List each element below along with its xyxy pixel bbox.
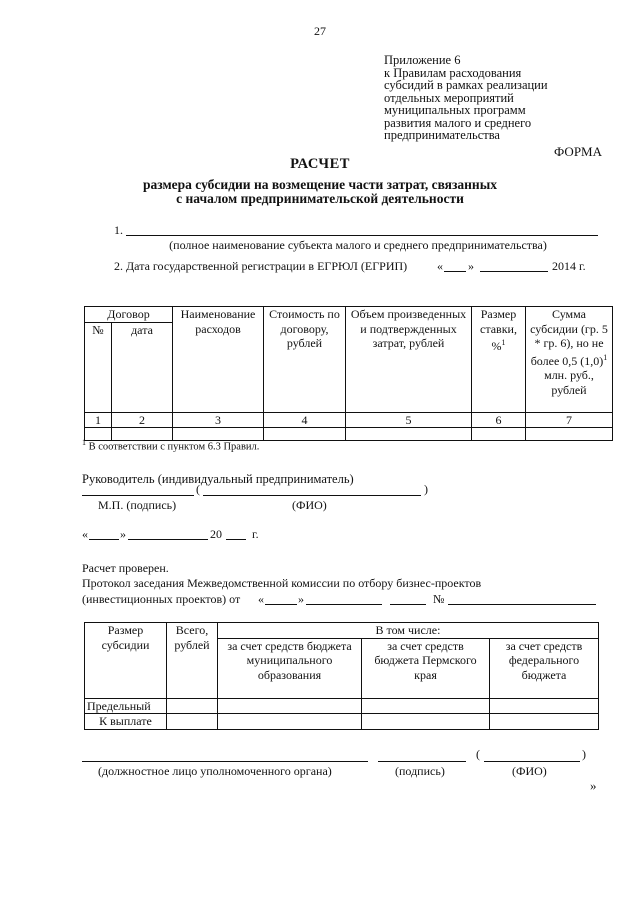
col-total: Всего, рублей xyxy=(167,623,218,699)
appendix-line: к Правилам расходования xyxy=(384,65,522,80)
col-num-7: 7 xyxy=(526,412,613,428)
table-cell[interactable] xyxy=(526,428,613,441)
official-fio-line[interactable] xyxy=(484,761,580,762)
registration-year: 2014 г. xyxy=(552,259,586,273)
protocol-line1: Протокол заседания Межведомственной комиссии по отбору бизнес-проектов xyxy=(82,576,482,590)
appendix-line: субсидий в рамках реализации xyxy=(384,78,548,92)
col-number: № xyxy=(85,322,112,412)
footnote xyxy=(82,438,259,453)
mp-signature-label: М.П. (подпись) xyxy=(98,498,177,512)
footnote-text: В соответствии с пунктом 6.3 Правил. xyxy=(88,441,260,453)
protocol-number-field[interactable] xyxy=(448,604,596,605)
footnote-mark: 1 xyxy=(82,438,86,447)
date-quote-open: « xyxy=(437,259,443,273)
item1-caption: (полное наименование субъекта малого и среднего предпринимательства) xyxy=(169,238,547,252)
subsidy-table xyxy=(84,622,599,730)
col-subsidy-sum xyxy=(526,307,613,413)
form-label: ФОРМА xyxy=(554,144,602,159)
col-municipal-budget: за счет средств бюджета муниципального образования xyxy=(218,638,362,698)
col-date: дата xyxy=(112,322,173,412)
head-label: Руководитель (индивидуальный предприниматель) xyxy=(82,472,354,486)
page-number: 27 xyxy=(314,24,326,38)
col-rate-text: Размер ставки, % xyxy=(480,307,517,353)
table-cell[interactable] xyxy=(346,428,472,441)
date-quote-open: « xyxy=(82,527,88,541)
col-perm-budget: за счет средств бюджета Пермского края xyxy=(362,638,490,698)
signature-caption: (подпись) xyxy=(395,764,445,778)
date-g: г. xyxy=(252,527,259,541)
date-month-field[interactable] xyxy=(128,539,208,540)
table-cell[interactable] xyxy=(490,714,599,730)
row-payout: К выплате xyxy=(85,714,167,730)
item1-number: 1. xyxy=(114,223,123,237)
col-sum-text: Сумма субсидии (гр. 5 * гр. 6), но не более 0,5 (1,0) xyxy=(530,307,608,368)
registration-day-field[interactable] xyxy=(444,271,466,272)
col-num-2: 2 xyxy=(112,412,173,428)
appendix-line: муниципальных программ xyxy=(384,103,526,117)
table-cell[interactable] xyxy=(264,428,346,441)
official-signature-line[interactable] xyxy=(378,761,466,762)
appendix-line: предпринимательства xyxy=(384,128,500,142)
expenses-table xyxy=(84,306,613,441)
col-num-5: 5 xyxy=(346,412,472,428)
paren-open: ( xyxy=(196,482,200,496)
official-caption: (должностное лицо уполномоченного органа) xyxy=(98,764,332,778)
col-including: В том числе: xyxy=(218,623,599,639)
protocol-line2: (инвестиционных проектов) от xyxy=(82,592,241,606)
col-expense-name: Наименование расходов xyxy=(173,307,264,413)
fio-caption: (ФИО) xyxy=(512,764,547,778)
table-cell[interactable] xyxy=(472,428,526,441)
closing-quote: » xyxy=(590,778,597,793)
fio-label: (ФИО) xyxy=(292,498,327,512)
head-fio-line[interactable] xyxy=(203,495,421,496)
date-quote-close: » xyxy=(468,259,474,273)
registration-month-field[interactable] xyxy=(480,271,548,272)
protocol-year-field[interactable] xyxy=(390,604,426,605)
registration-date-label: 2. Дата государственной регистрации в ЕГРЮЛ (ЕГРИП) xyxy=(114,259,408,273)
protocol-quote-open: « xyxy=(258,592,264,606)
checked-label: Расчет проверен. xyxy=(82,561,169,575)
date-quote-close: » xyxy=(120,527,126,541)
col-num-4: 4 xyxy=(264,412,346,428)
appendix-line: Приложение 6 xyxy=(384,53,461,67)
paren-close: ) xyxy=(582,747,586,761)
paren-close: ) xyxy=(424,482,428,496)
subtitle-line: с началом предпринимательской деятельности xyxy=(176,191,464,206)
protocol-day-field[interactable] xyxy=(265,604,297,605)
contract-header: Договор xyxy=(85,307,173,323)
table-cell[interactable] xyxy=(362,698,490,714)
document-title: РАСЧЕТ xyxy=(290,156,350,172)
protocol-month-field[interactable] xyxy=(306,604,382,605)
protocol-number-sign: № xyxy=(433,592,445,606)
col-num-6: 6 xyxy=(472,412,526,428)
col-federal-budget: за счет средств федерального бюджета xyxy=(490,638,599,698)
col-num-1: 1 xyxy=(85,412,112,428)
table-cell[interactable] xyxy=(167,698,218,714)
date-year-field[interactable] xyxy=(226,539,246,540)
table-cell[interactable] xyxy=(218,698,362,714)
document-subtitle xyxy=(0,178,640,206)
table-cell[interactable] xyxy=(490,698,599,714)
col-sum-unit: млн. руб., рублей xyxy=(544,368,594,397)
appendix-block xyxy=(384,54,624,142)
table-cell[interactable] xyxy=(362,714,490,730)
item1-fill-line[interactable] xyxy=(126,235,598,236)
head-signature-line[interactable] xyxy=(82,495,194,496)
col-rate xyxy=(472,307,526,413)
official-line[interactable] xyxy=(82,761,368,762)
subtitle-line: размера субсидии на возмещение части затрат, связанных xyxy=(142,177,498,192)
col-num-3: 3 xyxy=(173,412,264,428)
date-day-field[interactable] xyxy=(89,539,119,540)
date-century: 20 xyxy=(210,527,222,541)
col-sum-footnote: 1 xyxy=(603,352,608,362)
appendix-line: отдельных мероприятий xyxy=(384,90,514,105)
protocol-quote-close: » xyxy=(298,592,304,606)
appendix-line: развития малого и среднего xyxy=(384,115,532,130)
paren-open: ( xyxy=(476,747,480,761)
col-confirmed-costs: Объем произведенных и подтвержденных затрат, рублей xyxy=(346,307,472,413)
row-limit: Предельный xyxy=(85,698,167,714)
table-cell[interactable] xyxy=(218,714,362,730)
col-rate-footnote: 1 xyxy=(501,338,506,347)
col-subsidy-size: Размер субсидии xyxy=(85,623,167,699)
table-cell[interactable] xyxy=(167,714,218,730)
col-contract-cost: Стоимость по договору, рублей xyxy=(264,307,346,413)
